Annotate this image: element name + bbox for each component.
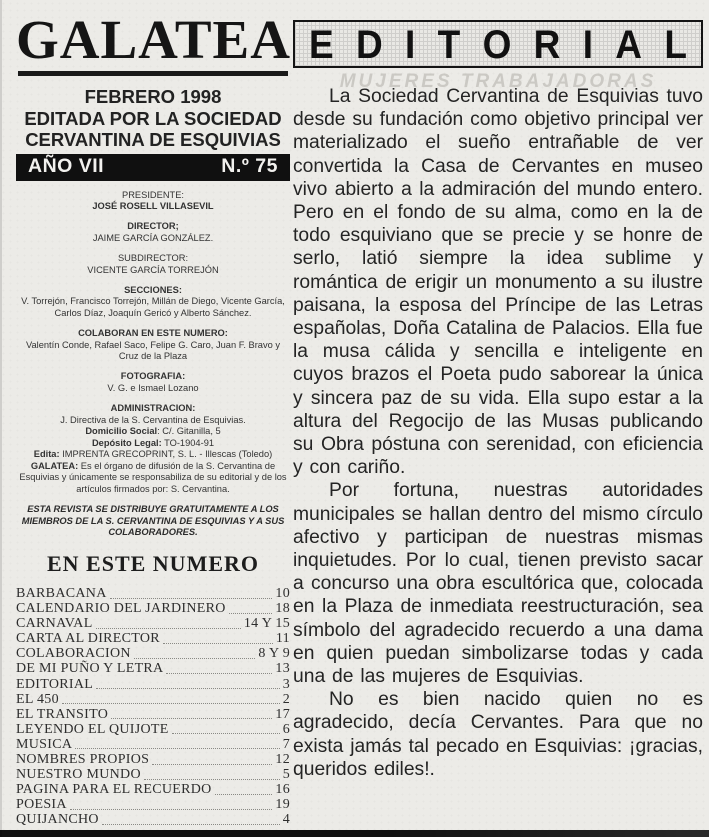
- credit-group: [16, 371, 290, 394]
- toc-item-label: POESIA: [16, 797, 67, 813]
- credits-block: [16, 190, 290, 539]
- credit-text: Edita:: [33, 449, 60, 460]
- credit-line: [16, 233, 290, 245]
- credit-line: [16, 201, 290, 213]
- toc-item-page: 2: [282, 691, 290, 707]
- toc-item-page: 12: [275, 751, 290, 767]
- toc-item-label: CARTA AL DIRECTOR: [16, 631, 160, 647]
- toc-dot-leader: [172, 733, 280, 734]
- toc-item: [16, 707, 290, 722]
- credit-line: [16, 403, 290, 415]
- editorial-header-letter: I: [405, 21, 416, 67]
- toc-item: [16, 631, 290, 646]
- editorial-body: [293, 85, 703, 781]
- editorial-header-letter: O: [482, 21, 512, 67]
- credit-line: [16, 504, 290, 539]
- credit-line: [16, 438, 290, 450]
- toc-item-label: EDITORIAL: [16, 676, 94, 692]
- toc-item: [16, 661, 290, 676]
- credit-text: GALATEA:: [30, 460, 79, 471]
- credit-text: Domicilio Social: [85, 426, 158, 437]
- toc-dot-leader: [111, 718, 272, 719]
- toc-item: [16, 797, 290, 812]
- credit-text: : C/. Gitanilla, 5: [157, 426, 221, 437]
- credit-line: [16, 221, 290, 233]
- toc-dot-leader: [96, 688, 280, 689]
- toc-item: [16, 646, 290, 661]
- credit-text: Valentín Conde, Rafael Saco, Felipe G. Caro, Juan F. Bravo y Cruz de la Plaza: [25, 339, 281, 362]
- issue-year: AÑO VII: [28, 154, 105, 177]
- credit-line: [16, 461, 290, 496]
- toc-dot-leader: [144, 779, 280, 780]
- toc-item-label: NOMBRES PROPIOS: [16, 751, 150, 767]
- toc-item-page: 13: [275, 661, 290, 677]
- toc-item-page: 17: [275, 706, 290, 722]
- credit-line: [16, 265, 290, 277]
- toc-item-label: PAGINA PARA EL RECUERDO: [16, 782, 212, 798]
- masthead-rule: [18, 71, 288, 76]
- toc-item-label: COLABORACION: [16, 646, 131, 662]
- toc-item-label: CARNAVAL: [16, 616, 93, 632]
- credit-text: VICENTE GARCÍA TORREJÓN: [87, 264, 219, 275]
- credit-line: [16, 415, 290, 427]
- credit-text: FOTOGRAFIA:: [120, 371, 186, 382]
- toc-item-page: 10: [275, 585, 290, 601]
- masthead: [16, 9, 291, 181]
- issue-date: FEBRERO 1998: [84, 86, 222, 108]
- toc-item-page: 3: [282, 676, 290, 692]
- toc-item-label: EL 450: [16, 691, 59, 707]
- toc-dot-leader: [62, 703, 280, 704]
- credit-group: [16, 253, 290, 276]
- credit-line: [16, 285, 290, 297]
- publisher-line-2: CERVANTINA DE ESQUIVIAS: [25, 129, 281, 151]
- toc-item-page: 16: [275, 782, 290, 798]
- toc-item: [16, 616, 290, 631]
- credit-text: SECCIONES:: [124, 284, 182, 295]
- credit-text: ADMINISTRACION:: [110, 402, 196, 413]
- credit-group: [16, 328, 290, 363]
- credit-text: SUBDIRECTOR:: [117, 252, 189, 263]
- toc-item: [16, 692, 290, 707]
- toc-item-page: 18: [275, 601, 290, 617]
- credit-group: [16, 285, 290, 320]
- editorial-header-letter: T: [437, 21, 461, 67]
- editorial-header-letter: L: [664, 21, 687, 67]
- editorial-paragraph: Por fortuna, nuestras autoridades municipales se hallan dentro del mismo círculo afectivo y participan de nuestras mismas inquietudes. Por lo cual, tienen previsto sacar a concurso una obra escultórica que, colocada en la Plaza de inmediata reestructuración, sea símbolo del agradecido recuerdo a una dama en quien puedan simbolizarse todas y cada una de las mujeres de Esquivias.: [293, 480, 703, 688]
- toc-item-page: 11: [275, 631, 290, 647]
- toc-item: [16, 782, 290, 797]
- credit-text: Depósito Legal:: [91, 437, 162, 448]
- toc-item-label: NUESTRO MUNDO: [16, 767, 141, 783]
- toc-dot-leader: [215, 794, 273, 795]
- credit-line: [16, 253, 290, 265]
- credit-line: [16, 449, 290, 461]
- credit-line: [16, 328, 290, 340]
- editorial-paragraph: La Sociedad Cervantina de Esquivias tuvo desde su fundación como objetivo principal ver materializado el sueño entrañable de ver convertida la Casa de Cervantes en museo vivo abierto a la admiración del mundo entero. Pero en el fondo de su alma, como en la de todo esquiviano que se precie y se honre de serlo, latió siempre la idea sublime y romántica de erigir un monumento a su ilustre paisana, la esposa del Príncipe de las Letras españolas, Doña Catalina de Palacios. Ella fue la musa cálida y sencilla e inteligente en cuyos brazos el Poeta pudo saborear la única y sincera paz de su vida. Ella supo estar a la altura del Regocijo de las Musas publicando su Obra póstuna con serenidad, con eficiencia y con cariño.: [293, 86, 703, 479]
- credit-group: [16, 504, 290, 539]
- credit-text: JOSÉ ROSELL VILLASEVIL: [92, 201, 214, 212]
- bleed-through-text: MUJERES TRABAJADORAS: [339, 71, 657, 92]
- toc-list: [16, 586, 290, 828]
- editorial-paragraph: No es bien nacido quien no es agradecido, decía Cervantes. Para que no exista jamás tal pecado en Esquivias: ¡gracias, queridos ediles!.: [293, 689, 703, 780]
- credit-line: [16, 296, 290, 319]
- toc-item-label: DE MI PUÑO Y LETRA: [16, 661, 164, 677]
- issue-number: N.º 75: [221, 154, 278, 177]
- toc-dot-leader: [75, 748, 279, 749]
- toc-item-label: BARBACANA: [16, 585, 107, 601]
- editorial-header-letter: I: [582, 21, 593, 67]
- editorial-header: [293, 20, 703, 68]
- toc-item-label: QUIJANCHO: [16, 812, 99, 828]
- credit-line: [16, 426, 290, 438]
- credit-group: [16, 403, 290, 496]
- credit-group: [16, 221, 290, 244]
- credit-text: COLABORAN EN ESTE NUMERO:: [78, 327, 228, 338]
- toc-item-page: 7: [282, 736, 290, 752]
- credit-text: Es el órgano de difusión de la S. Cervantina de Esquivias y únicamente se responsabiliza de su editorial y de los artículos firmados por: S. Cervantina.: [19, 460, 287, 495]
- toc-item: [16, 586, 290, 601]
- toc-item-page: 4: [282, 812, 290, 828]
- credit-text: ESTA REVISTA SE DISTRIBUYE GRATUITAMENTE A LOS MIEMBROS DE LA S. CERVANTINA DE ESQUIVIAS Y A SUS COLABORADORES.: [21, 504, 285, 538]
- toc-item: [16, 767, 290, 782]
- toc-dot-leader: [229, 613, 273, 614]
- toc-dot-leader: [110, 598, 273, 599]
- editorial-column: [293, 20, 703, 781]
- toc-item: [16, 752, 290, 767]
- credit-text: PRESIDENTE:: [122, 189, 184, 200]
- toc-item-page: 14 Y 15: [243, 616, 290, 632]
- credit-text: J. Directiva de la S. Cervantina de Esquivias.: [60, 414, 246, 425]
- toc-dot-leader: [102, 824, 280, 825]
- left-column: [16, 9, 291, 828]
- editorial-header-letter: D: [356, 21, 383, 67]
- credit-line: [16, 371, 290, 383]
- magazine-title: GALATEA: [16, 9, 291, 70]
- table-of-contents: [16, 551, 290, 828]
- toc-item: [16, 601, 290, 616]
- credit-text: DIRECTOR;: [127, 221, 179, 232]
- credit-text: V. G. e Ismael Lozano: [107, 382, 199, 393]
- toc-item: [16, 812, 290, 827]
- credit-text: V. Torrejón, Francisco Torrejón, Millán de Diego, Vicente García, Carlos Díaz, Joaquín Gericó y Alberto Sánchez.: [21, 296, 285, 318]
- publication-info: [16, 86, 290, 151]
- credit-text: TO-1904-91: [161, 437, 215, 448]
- publisher-line-1: EDITADA POR LA SOCIEDAD: [24, 107, 282, 129]
- toc-item: [16, 737, 290, 752]
- toc-item-label: MUSICA: [16, 736, 73, 752]
- toc-dot-leader: [134, 658, 256, 659]
- toc-item: [16, 677, 290, 692]
- credit-text: JAIME GARCÍA GONZÁLEZ.: [92, 232, 214, 243]
- toc-item-label: CALENDARIO DEL JARDINERO: [16, 601, 226, 617]
- editorial-header-letter: E: [309, 21, 334, 67]
- toc-title: EN ESTE NUMERO: [46, 550, 260, 576]
- toc-item-page: 6: [282, 721, 290, 737]
- credit-text: IMPRENTA GRECOPRINT, S. L. - Illescas (Toledo): [59, 449, 273, 460]
- toc-dot-leader: [96, 628, 241, 629]
- credit-line: [16, 190, 290, 202]
- editorial-header-letter: A: [615, 21, 643, 67]
- credit-line: [16, 383, 290, 395]
- toc-item-label: EL TRANSITO: [16, 706, 109, 722]
- toc-item-page: 8 Y 9: [258, 646, 290, 662]
- toc-item-page: 19: [275, 797, 290, 813]
- issue-bar: [16, 154, 290, 181]
- toc-dot-leader: [152, 764, 272, 765]
- toc-item-page: 5: [282, 767, 290, 783]
- toc-dot-leader: [70, 809, 273, 810]
- toc-dot-leader: [166, 673, 272, 674]
- bottom-rule: [0, 830, 709, 837]
- toc-dot-leader: [163, 643, 273, 644]
- editorial-header-letter: R: [533, 21, 561, 67]
- credit-line: [16, 340, 290, 363]
- toc-item-label: LEYENDO EL QUIJOTE: [16, 721, 169, 737]
- credit-group: [16, 190, 290, 213]
- toc-item: [16, 722, 290, 737]
